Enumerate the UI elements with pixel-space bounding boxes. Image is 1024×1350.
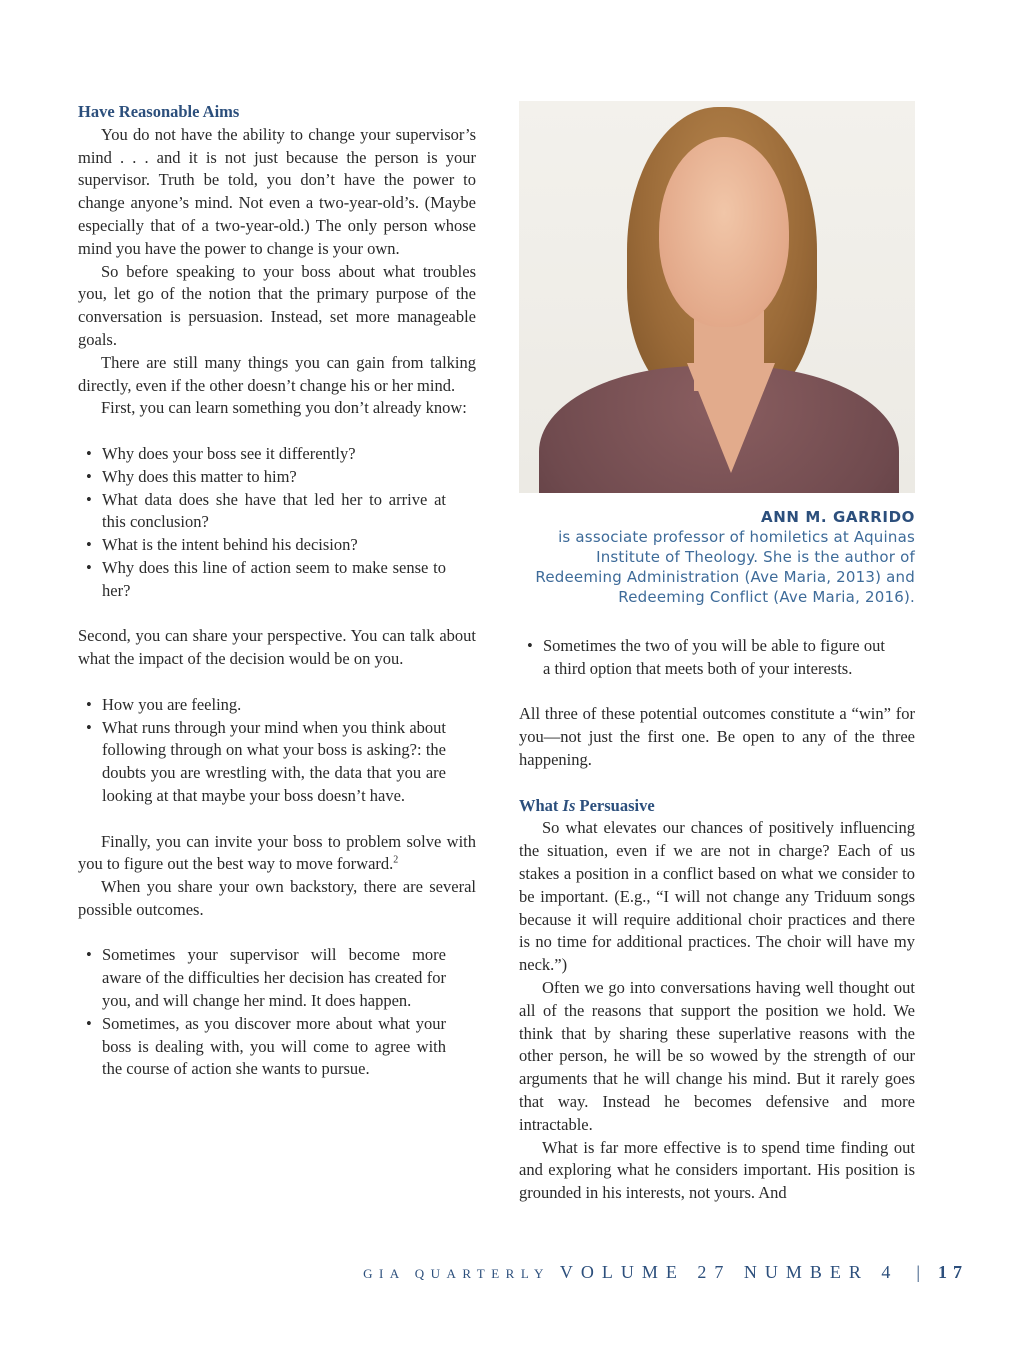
list-item: • Why does your boss see it differently? [102, 443, 446, 466]
list-item: • What is the intent behind his decision? [102, 534, 446, 557]
paragraph: You do not have the ability to change your supervisor’s mind . . . and it is not just because the person is your supervisor. Truth be told, you don’t have the power to change anyone’s mind. Not even a two-year-old’s. (Maybe especially that of a two-year-old.) The only person whose mind you have the power to change is your own. [78, 124, 476, 258]
bullet-list-share [78, 694, 446, 808]
bullet-list-learn [78, 443, 446, 603]
paragraph: Often we go into conversations having well thought out all of the reasons that support the position we hold. We think that by sharing these superlative reasons with the other person, he will be so wowed by the strength of our arguments that he will change his mind. But it rarely goes that way. Instead he becomes defensive and more intractable. [519, 977, 915, 1134]
page-number: 17 [938, 1262, 968, 1282]
page-footer [0, 1262, 968, 1283]
bullet-list-outcomes [78, 944, 446, 1081]
list-item: • What data does she have that led her to arrive at this conclusion? [102, 489, 446, 535]
journal-name: GIA QUARTERLY [363, 1266, 550, 1281]
bullet-list-outcomes-cont [519, 635, 885, 681]
paragraph: When you share your own backstory, there are several possible outcomes. [78, 877, 476, 919]
paragraph: Finally, you can invite your boss to problem solve with you to figure out the best way to move forward.$^2$ [78, 831, 476, 874]
paragraph: Second, you can share your perspective. You can talk about what the impact of the decision would be on you. [78, 626, 476, 669]
footer-separator: | [916, 1262, 920, 1282]
list-item: • Why does this matter to him? [102, 466, 446, 489]
volume-number: VOLUME 27 NUMBER 4 [559, 1262, 899, 1282]
author-bio: is associate professor of homiletics at Aquinas Institute of Theology. She is the author of Redeeming Administration (Ave Maria, 2013) and Redeeming Conflict (Ave Maria, 2016). [535, 528, 915, 606]
footnote-marker: 2 [393, 854, 399, 866]
section-heading-reasonable-aims: Have Reasonable Aims [78, 102, 240, 121]
paragraph: What is far more effective is to spend time finding out and exploring what he considers important. His position is grounded in his interests, not yours. And [519, 1137, 915, 1203]
list-item: • What runs through your mind when you think about following through on what your boss is asking?: the doubts you are wrestling with, the data that you are looking at that maybe your boss doesn’t have. [102, 717, 446, 808]
list-item: • Sometimes the two of you will be able to figure out a third option that meets both of your interests. [543, 635, 885, 681]
paragraph: So what elevates our chances of positively influencing the situation, even if we are not in charge? Each of us stakes a position in a conflict based on what we consider to be important. (E.g., “I will not change any Triduum songs because it will require additional choir practices and there is no time for additional practices. The choir will have my neck.”) [519, 818, 915, 975]
left-column [78, 101, 476, 1104]
author-name: ANN M. GARRIDO [761, 508, 915, 526]
section-heading-what-is-persuasive: What Is Persuasive [519, 795, 655, 815]
author-caption [519, 507, 915, 607]
paragraph: There are still many things you can gain from talking directly, even if the other doesn’t change his or her mind. [78, 352, 476, 395]
paragraph: All three of these potential outcomes constitute a “win” for you—not just the first one. Be open to any of the three happening. [519, 704, 915, 769]
author-portrait-photo [519, 101, 915, 493]
list-item: • How you are feeling. [102, 694, 446, 717]
list-item: • Sometimes, as you discover more about what your boss is dealing with, you will come to agree with the course of action she wants to pursue. [102, 1013, 446, 1081]
list-item: • Why does this line of action seem to make sense to her? [102, 557, 446, 603]
list-item: • Sometimes your supervisor will become more aware of the difficulties her decision has created for you, and will change her mind. It does happen. [102, 944, 446, 1012]
paragraph: So before speaking to your boss about what troubles you, let go of the notion that the primary purpose of the conversation is persuasion. Instead, set more manageable goals. [78, 261, 476, 349]
paragraph: First, you can learn something you don’t already know: [101, 398, 467, 418]
right-column [519, 101, 915, 1205]
